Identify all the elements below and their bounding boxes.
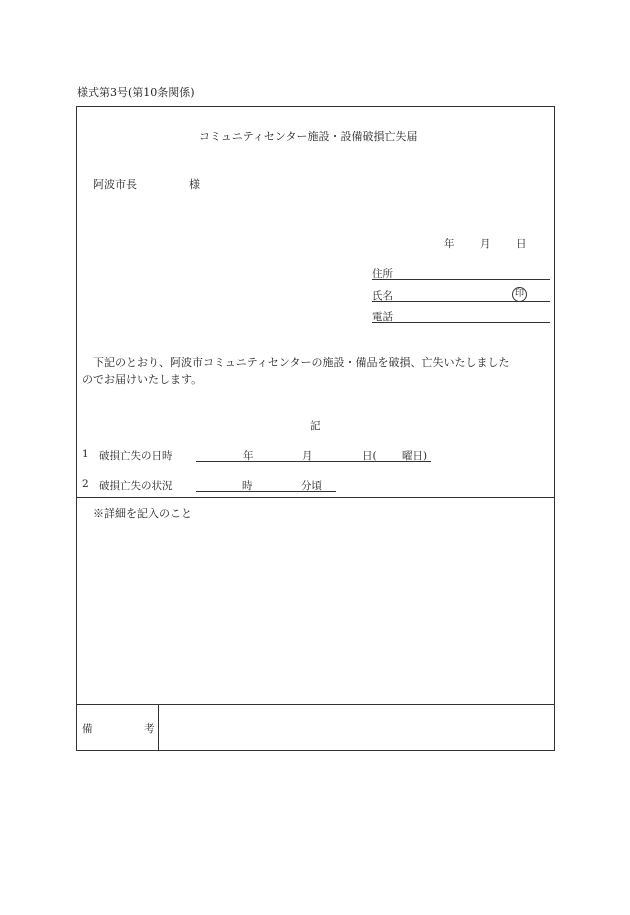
phone-label: 電話 (372, 311, 393, 323)
address-label: 住所 (372, 268, 393, 280)
name-label: 氏名 (372, 290, 393, 302)
item2-number: 2 (82, 478, 89, 490)
phone-field[interactable] (372, 322, 550, 323)
name-field[interactable] (372, 301, 550, 302)
form-number: 様式第3号(第10条関係) (77, 86, 195, 99)
date-day-label: 日 (516, 238, 527, 250)
item1-month-label: 月 (302, 450, 313, 462)
item1-label: 破損亡失の日時 (99, 450, 173, 462)
item2-hour-label: 時 (242, 480, 253, 492)
item2-time-field[interactable] (196, 491, 336, 492)
details-note: ※詳細を記入のこと (93, 507, 192, 520)
date-month-label: 月 (480, 238, 491, 250)
address-field[interactable] (372, 279, 550, 280)
form-title: コミュニティセンター施設・設備破損亡失届 (199, 130, 418, 143)
remarks-divider (76, 704, 555, 705)
ki-label: 記 (310, 420, 321, 432)
body-text-line1: 下記のとおり、阿波市コミュニティセンターの施設・備品を破損、亡失いたしました (93, 356, 510, 369)
item1-number: 1 (82, 448, 89, 460)
item1-year-label: 年 (243, 450, 254, 462)
remarks-label-left: 備 (82, 723, 93, 735)
item1-weekday-label: 曜日) (402, 450, 428, 462)
remarks-label-right: 考 (144, 723, 155, 735)
item1-datetime-field[interactable] (196, 461, 431, 462)
remarks-field[interactable] (160, 706, 553, 750)
date-year-label: 年 (444, 238, 455, 250)
addressee-honorific: 様 (189, 178, 200, 191)
addressee-name: 阿波市長 (93, 178, 137, 191)
item1-day-label: 日( (362, 450, 377, 462)
item2-minute-label: 分頃 (301, 480, 322, 492)
details-divider (76, 497, 555, 498)
item2-label: 破損亡失の状況 (99, 480, 173, 492)
seal-icon: 印 (512, 287, 527, 302)
details-area[interactable] (77, 525, 554, 703)
remarks-column-divider (158, 704, 159, 751)
body-text-line2: のでお届けいたします。 (82, 373, 203, 386)
